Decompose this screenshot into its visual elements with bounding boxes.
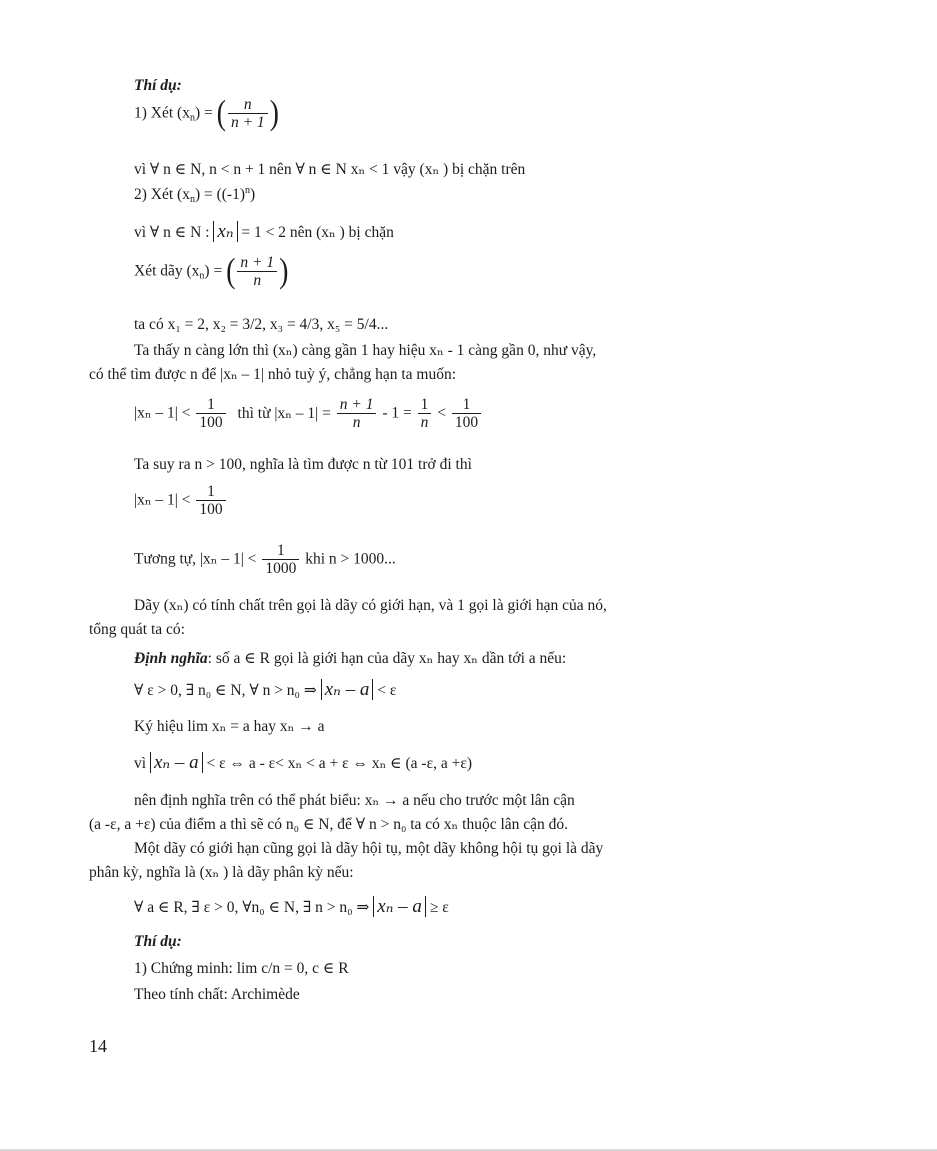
paragraph-2-line-1: Dãy (xₙ) có tính chất trên gọi là dãy có giới hạn, và 1 gọi là giới hạn của nó, [134, 597, 607, 614]
inequality-100-line: |xₙ – 1| < $\frac{1}{100}$ [134, 483, 228, 519]
paragraph-1-line-1: Ta thấy n càng lớn thì (xₙ) càng gần 1 hay hiệu xₙ - 1 càng gần 0, như vậy, [134, 342, 597, 359]
divergence-formula: ∀ a ∈ R, ∃ ε > 0, ∀n₀ ∈ N, ∃ n > n₀ ⇒ xₙ – a ≥ ε [134, 896, 449, 917]
definition-line: Định nghĩa: số a ∈ R gọi là giới hạn của dãy xₙ hay xₙ dần tới a nếu: [134, 650, 567, 667]
paragraph-4-line-2: phân kỳ, nghĩa là (xₙ ) là dãy phân kỳ nếu: [89, 864, 354, 881]
left-paren: ( [226, 251, 236, 291]
fraction-1-over-100-b: $\frac{1}{100}$ [452, 396, 481, 432]
fraction-n-plus-1-over-n: $\frac{n + 1}{n}$ [237, 254, 277, 290]
example-4-line-1: 1) Chứng minh: lim c/n = 0, c ∈ R [134, 960, 349, 977]
paragraph-1-line-2: có thể tìm được n để |xₙ – 1| nhỏ tuỳ ý, chẳng hạn ta muốn: [89, 366, 456, 383]
fraction-1-over-1000: $\frac{1}{1000}$ [262, 542, 299, 578]
inequality-example-line: |xₙ – 1| < $\frac{1}{100}$ thì từ |xₙ – 1| = $\frac{n + 1}{n}$ - 1 = $\frac{1}{n}$ < $\frac{1}{100}$ [134, 396, 483, 432]
paragraph-3-line-2: (a -ε, a +ε) của điểm a thì sẽ có n₀ ∈ N, để ∀ n > n₀ ta có xₙ thuộc lân cận đó. [89, 816, 569, 833]
fraction-n-over-n-plus-1: $\frac{n}{n + 1}$ [228, 96, 268, 132]
example-1-bounded-line: vì ∀ n ∈ N, n < n + 1 nên ∀ n ∈ N xₙ < 1 vậy (xₙ ) bị chặn trên [134, 161, 526, 178]
equivalence-line: vì xₙ – a < ε ⇔ a - ε< xₙ < a + ε ⇔ xₙ ∈ (a -ε, a +ε) [134, 752, 473, 773]
example-title-1: Thí dụ: [134, 77, 182, 94]
example-1-sub: n [189, 112, 195, 124]
example-1-formula [134, 93, 279, 133]
fraction-1-over-100-c: $\frac{1}{100}$ [196, 483, 225, 519]
absolute-value: xₙ – a [373, 896, 426, 917]
inequality-1000-line: Tương tự, |xₙ – 1| < $\frac{1}{1000}$ khi n > 1000... [134, 542, 396, 578]
paragraph-4-line-1: Một dãy có giới hạn cũng gọi là dãy hội tụ, một dãy không hội tụ gọi là dãy [134, 840, 604, 857]
definition-title: Định nghĩa [134, 650, 208, 667]
fraction-1-over-n: $\frac{1}{n}$ [418, 396, 432, 432]
sequence-values-line: ta có x₁ = 2, x₂ = 3/2, x₃ = 4/3, x₅ = 5/4... [134, 316, 389, 333]
definition-formula: ∀ ε > 0, ∃ n₀ ∈ N, ∀ n > n₀ ⇒ xₙ – a < ε [134, 679, 397, 700]
example-1-label: 1) Xét (x [134, 104, 190, 122]
paragraph-3-line-1: nên định nghĩa trên có thể phát biểu: xₙ → a nếu cho trước một lân cận [134, 792, 575, 809]
deduction-line: Ta suy ra n > 100, nghĩa là tìm được n từ 101 trở đi thì [134, 456, 472, 473]
absolute-value: xₙ – a [321, 679, 374, 700]
paragraph-2-line-2: tổng quát ta có: [89, 621, 185, 638]
example-2-formula: 2) Xét $(x_n) = ((-1)^n)$ [134, 185, 256, 205]
right-paren: ) [279, 251, 289, 291]
page-number: 14 [89, 1036, 107, 1056]
example-4-line-2: Theo tính chất: Archimède [134, 986, 300, 1003]
fraction-1-over-100: $\frac{1}{100}$ [196, 396, 225, 432]
notation-line: Ký hiệu lim xₙ = a hay xₙ → a [134, 718, 325, 735]
fraction-n-plus-1-over-n-2: $\frac{n + 1}{n}$ [337, 396, 377, 432]
example-3-formula: Xét dãy $(x_n)$ = ( $\frac{n + 1}{n}$ ) [134, 251, 289, 291]
left-paren: ( [216, 93, 226, 133]
right-paren: ) [269, 93, 279, 133]
absolute-value: xₙ – a [150, 752, 203, 773]
example-1-eq: ) = [194, 104, 213, 122]
absolute-value: xₙ [213, 221, 237, 242]
example-2-bounded-line: vì ∀ n ∈ N : xₙ = 1 < 2 nên (xₙ ) bị chặn [134, 221, 394, 242]
example-title-2: Thí dụ: [134, 933, 182, 950]
